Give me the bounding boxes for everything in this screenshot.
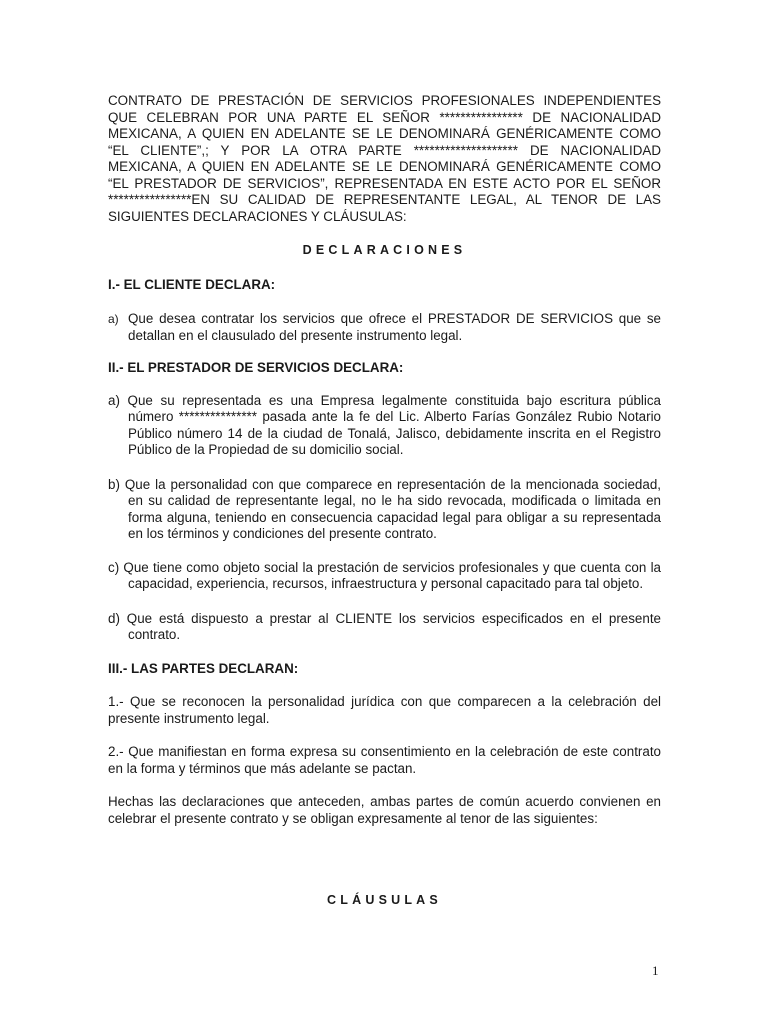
prestador-clause-a: a) Que su representada es una Empresa legalmente constituida bajo escritura pública número *************** pasada ante la fe del Lic. Alberto Farías González Rubio Notario Público número 14 de la ciudad de Tonalá, Jalisco, debidamente inscrita en el Registro Público de la Propiedad de su domicilio social. [108, 392, 661, 457]
clause-text: Que desea contratar los servicios que ofrece el PRESTADOR DE SERVICIOS que se detallan en el clausulado del presente instrumento legal. [128, 311, 661, 343]
prestador-clause-b: b) Que la personalidad con que comparece en representación de la mencionada sociedad, en su calidad de representante legal, no le ha sido revocada, modificada o limitada en forma alguna, teniendo en consecuencia capacidad legal para obligar a su representada en los términos y condiciones del presente contrato. [108, 476, 661, 541]
section-prestador-title: II.- EL PRESTADOR DE SERVICIOS DECLARA: [108, 360, 404, 375]
section-partes-title: III.- LAS PARTES DECLARAN: [108, 660, 299, 676]
clause-label: a) [108, 312, 119, 326]
partes-clause-1: 1.- Que se reconocen la personalidad jurídica con que comparecen a la celebración del presente instrumento legal. [108, 694, 661, 726]
contract-intro: CONTRATO DE PRESTACIÓN DE SERVICIOS PROFESIONALES INDEPENDIENTES QUE CELEBRAN POR UNA PARTE EL SEÑOR **************** DE NACIONALIDAD MEXICANA, A QUIEN EN ADELANTE SE LE DENOMINARÁ GENÉRICAMENTE COMO “EL CLIENTE”,; Y POR LA OTRA PARTE ******************** DE NACIONALIDAD MEXICANA, A QUIEN EN ADELANTE SE LE DENOMINARÁ GENÉRICAMENTE COMO “EL PRESTADOR DE SERVICIOS”, REPRESENTADA EN ESTE ACTO POR EL SEÑOR ****************EN SU CALIDAD DE REPRESENTANTE LEGAL, AL TENOR DE LAS SIGUIENTES DECLARACIONES Y CLÁUSULAS: [108, 93, 661, 224]
prestador-clause-d: d) Que está dispuesto a prestar al CLIENTE los servicios especificados en el presente contrato. [108, 610, 661, 642]
declaraciones-heading: DECLARACIONES [302, 243, 467, 257]
partes-clause-2: 2.- Que manifiestan en forma expresa su consentimiento en la celebración de este contrato en la forma y términos que más adelante se pactan. [108, 744, 661, 776]
cliente-clause-a [108, 311, 661, 344]
clausulas-heading: CLÁUSULAS [327, 893, 442, 907]
prestador-clause-c: c) Que tiene como objeto social la prestación de servicios profesionales y que cuenta con la capacidad, experiencia, recursos, infraestructura y personal capacitado para tal objeto. [108, 559, 661, 591]
closing-paragraph: Hechas las declaraciones que anteceden, ambas partes de común acuerdo convienen en celebrar el presente contrato y se obligan expresamente al tenor de las siguientes: [108, 794, 661, 826]
section-cliente-title: I.- EL CLIENTE DECLARA: [108, 276, 276, 292]
page-number: 1 [652, 963, 659, 978]
document-page [108, 93, 661, 907]
